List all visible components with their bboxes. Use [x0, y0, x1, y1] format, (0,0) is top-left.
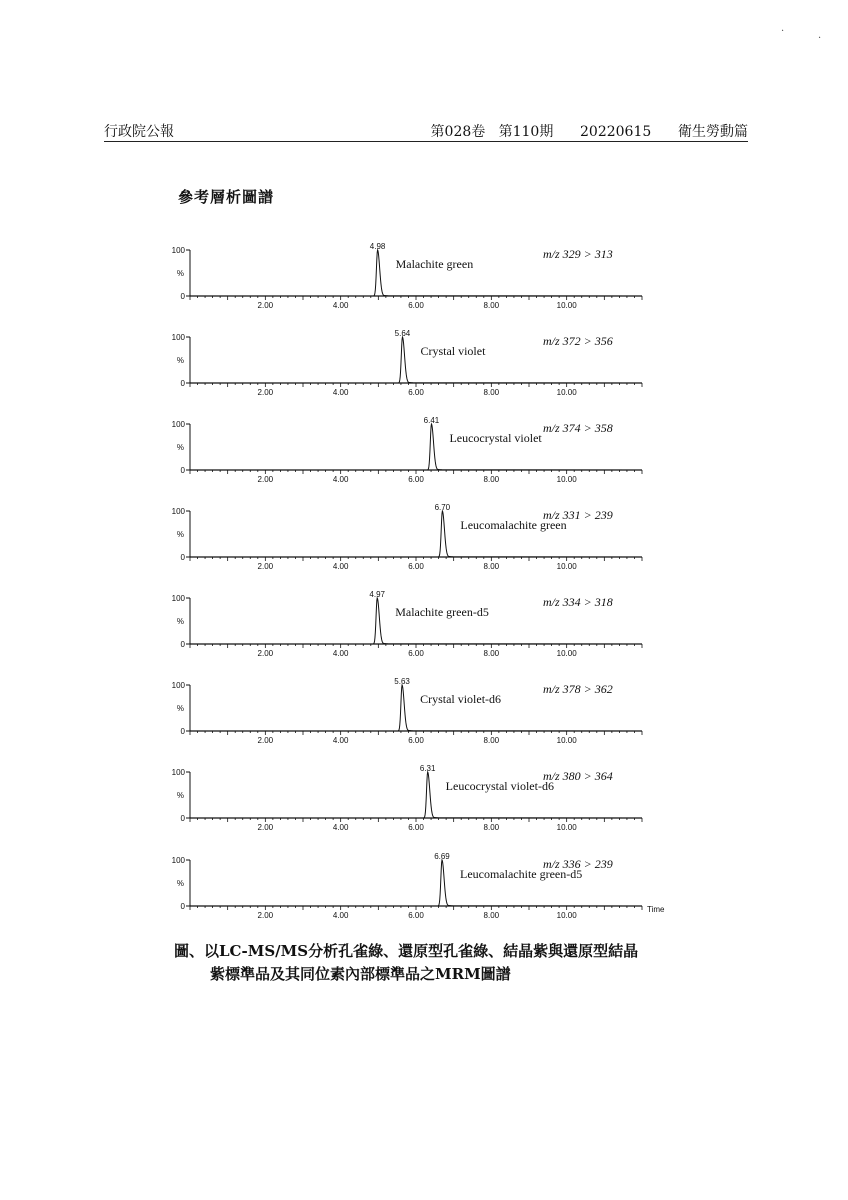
y-tick-label: 100 — [171, 507, 185, 516]
peak-rt-label: 6.69 — [434, 852, 450, 861]
y-axis-label: % — [176, 879, 184, 888]
x-tick-label: 10.00 — [556, 823, 577, 832]
y-tick-label: 0 — [180, 727, 185, 736]
section-title: 參考層析圖譜 — [178, 188, 275, 206]
chromatogram-5 — [0, 590, 848, 680]
y-tick-label: 0 — [180, 466, 185, 475]
x-tick-label: 4.00 — [332, 911, 349, 920]
transition-label: m/z 374 > 358 — [543, 421, 613, 435]
y-tick-label: 100 — [171, 768, 185, 777]
x-tick-label: 8.00 — [483, 475, 500, 484]
x-tick-label: 4.00 — [332, 562, 349, 571]
compound-label: Leucomalachite green — [460, 518, 567, 532]
x-tick-label: 10.00 — [556, 388, 577, 397]
x-tick-label: 2.00 — [257, 736, 274, 745]
y-tick-label: 100 — [171, 333, 185, 342]
chromatogram-8 — [0, 852, 848, 942]
x-tick-label: 4.00 — [332, 301, 349, 310]
transition-label: m/z 372 > 356 — [543, 334, 613, 348]
x-tick-label: 4.00 — [332, 388, 349, 397]
chromatogram-svg — [0, 677, 848, 767]
compound-label: Leucocrystal violet — [449, 431, 542, 445]
x-tick-label: 4.00 — [332, 736, 349, 745]
x-tick-label: 8.00 — [483, 562, 500, 571]
peak-rt-label: 4.97 — [369, 590, 385, 599]
chromatogram-1 — [0, 242, 848, 332]
peak-rt-label: 5.64 — [394, 329, 411, 338]
x-tick-label: 2.00 — [257, 475, 274, 484]
issue-info: 第028卷 第110期 20220615 衛生勞動篇 — [430, 124, 748, 140]
y-tick-label: 0 — [180, 292, 185, 301]
compound-label: Malachite green-d5 — [395, 605, 489, 619]
x-tick-label: 8.00 — [483, 388, 500, 397]
caption-line-1: 圖、以LC-MS/MS分析孔雀綠、還原型孔雀綠、結晶紫與還原型結晶 — [174, 942, 639, 960]
x-tick-label: 8.00 — [483, 911, 500, 920]
x-tick-label: 6.00 — [408, 562, 424, 571]
chromatogram-svg — [0, 590, 848, 680]
x-tick-label: 6.00 — [408, 649, 424, 658]
x-tick-label: 4.00 — [332, 823, 349, 832]
x-tick-label: 6.00 — [408, 388, 424, 397]
x-tick-label: 10.00 — [556, 649, 577, 658]
figure-caption — [174, 940, 694, 986]
x-tick-label: 6.00 — [408, 911, 424, 920]
x-tick-label: 2.00 — [257, 649, 274, 658]
transition-label: m/z 331 > 239 — [543, 508, 613, 522]
x-tick-label: 10.00 — [556, 736, 577, 745]
compound-label: Leucomalachite green-d5 — [459, 867, 583, 881]
y-axis-label: % — [176, 704, 184, 713]
chromatogram-7 — [0, 764, 848, 854]
compound-label: Malachite green — [395, 257, 474, 271]
y-tick-label: 100 — [171, 246, 185, 255]
x-tick-label: 6.00 — [408, 823, 424, 832]
gazette-title: 行政院公報 — [104, 124, 174, 140]
y-tick-label: 0 — [180, 640, 185, 649]
scan-mark: · — [818, 33, 822, 44]
x-tick-label: 2.00 — [257, 562, 274, 571]
x-tick-label: 2.00 — [257, 301, 274, 310]
page-header — [104, 121, 748, 142]
y-tick-label: 100 — [171, 594, 185, 603]
chromatogram-svg — [0, 503, 848, 593]
y-tick-label: 0 — [180, 902, 185, 911]
y-axis-label: % — [176, 617, 184, 626]
chromatogram-2 — [0, 329, 848, 419]
chromatogram-6 — [0, 677, 848, 767]
caption-line-2: 紫標準品及其同位素內部標準品之MRM圖譜 — [210, 965, 511, 983]
peak-rt-label: 5.63 — [394, 677, 410, 686]
scan-mark: · — [781, 26, 785, 37]
y-tick-label: 0 — [180, 814, 185, 823]
y-axis-label: % — [176, 530, 184, 539]
peak-rt-label: 6.31 — [419, 764, 436, 773]
chromatogram-3 — [0, 416, 848, 506]
y-tick-label: 0 — [180, 379, 185, 388]
x-tick-label: 8.00 — [483, 649, 500, 658]
y-tick-label: 100 — [171, 420, 185, 429]
transition-label: m/z 329 > 313 — [543, 247, 613, 261]
chromatogram-svg — [0, 329, 848, 419]
x-tick-label: 10.00 — [556, 301, 577, 310]
x-tick-label: 4.00 — [332, 649, 349, 658]
y-tick-label: 0 — [180, 553, 185, 562]
x-tick-label: 8.00 — [483, 301, 500, 310]
chromatogram-svg — [0, 416, 848, 506]
y-axis-label: % — [176, 356, 184, 365]
compound-label: Crystal violet — [420, 344, 486, 358]
compound-label: Leucocrystal violet-d6 — [445, 779, 554, 793]
y-axis-label: % — [176, 269, 184, 278]
y-tick-label: 100 — [171, 681, 185, 690]
y-tick-label: 100 — [171, 856, 185, 865]
transition-label: m/z 380 > 364 — [543, 769, 613, 783]
peak-rt-label: 6.70 — [434, 503, 451, 512]
transition-label: m/z 334 > 318 — [543, 595, 613, 609]
x-tick-label: 8.00 — [483, 823, 500, 832]
x-tick-label: 2.00 — [257, 823, 274, 832]
chromatogram-svg — [0, 764, 848, 854]
compound-label: Crystal violet-d6 — [420, 692, 502, 706]
x-tick-label: 2.00 — [257, 388, 274, 397]
x-tick-label: 8.00 — [483, 736, 500, 745]
x-tick-label: 2.00 — [257, 911, 274, 920]
x-tick-label: 10.00 — [556, 475, 577, 484]
transition-label: m/z 336 > 239 — [543, 857, 613, 871]
chromatogram-svg — [0, 242, 848, 332]
x-axis-label: Time — [647, 905, 665, 914]
x-tick-label: 6.00 — [408, 301, 424, 310]
x-tick-label: 10.00 — [556, 911, 577, 920]
y-axis-label: % — [176, 443, 184, 452]
chromatogram-4 — [0, 503, 848, 593]
chromatogram-svg — [0, 852, 848, 942]
y-axis-label: % — [176, 791, 184, 800]
x-tick-label: 6.00 — [408, 475, 424, 484]
peak-rt-label: 4.98 — [369, 242, 386, 251]
x-tick-label: 6.00 — [408, 736, 424, 745]
x-tick-label: 10.00 — [556, 562, 577, 571]
transition-label: m/z 378 > 362 — [543, 682, 613, 696]
x-tick-label: 4.00 — [332, 475, 349, 484]
peak-rt-label: 6.41 — [423, 416, 440, 425]
